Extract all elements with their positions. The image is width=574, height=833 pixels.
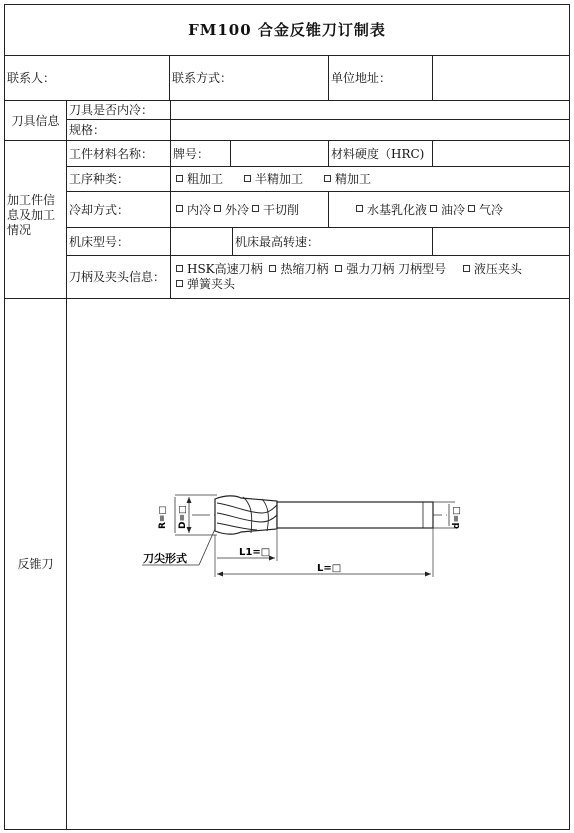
max-speed-label: 机床最高转速： bbox=[233, 228, 433, 256]
dim-L1-label: L1=□ bbox=[239, 547, 271, 558]
dim-d-label: d=□ bbox=[452, 506, 462, 529]
checkbox[interactable] bbox=[468, 205, 475, 212]
internal-cooling-label: 刀具是否内冷： bbox=[67, 101, 171, 120]
process-options bbox=[171, 167, 569, 192]
spec-field[interactable] bbox=[171, 120, 569, 141]
tip-form-label: 刀尖形式 bbox=[143, 552, 187, 565]
cooling-option-external: 外冷 bbox=[225, 202, 250, 217]
checkbox[interactable] bbox=[214, 205, 221, 212]
hardness-label: 材料硬度（HRC) bbox=[329, 141, 433, 167]
checkbox[interactable] bbox=[176, 265, 183, 272]
spec-label: 规格： bbox=[67, 120, 171, 141]
checkbox[interactable] bbox=[176, 175, 183, 182]
checkbox[interactable] bbox=[176, 205, 183, 212]
holder-option-collet: 弹簧夹头 bbox=[187, 277, 236, 291]
order-form bbox=[4, 4, 570, 830]
holder-option-shrink: 热缩刀柄 bbox=[280, 262, 329, 276]
process-option-semi-finish: 半精加工 bbox=[255, 172, 304, 186]
cooling-option-dry: 干切削 bbox=[263, 202, 300, 217]
process-label: 工序种类： bbox=[67, 167, 171, 192]
machine-field[interactable] bbox=[171, 228, 233, 256]
form-title: FM100 合金反锥刀订制表 bbox=[5, 5, 569, 56]
holder-option-power: 强力刀柄 刀柄型号 bbox=[346, 262, 447, 276]
material-label: 工件材料名称： bbox=[67, 141, 171, 167]
drawing-area bbox=[67, 299, 569, 829]
cooling-options bbox=[171, 192, 329, 228]
contact-person-label[interactable]: 联系人： bbox=[5, 56, 170, 101]
checkbox[interactable] bbox=[430, 205, 437, 212]
process-option-rough: 粗加工 bbox=[187, 172, 224, 186]
grade-label: 牌号： bbox=[171, 141, 231, 167]
checkbox[interactable] bbox=[463, 265, 470, 272]
workpiece-section-label: 加工件信息及加工情况 bbox=[5, 141, 67, 299]
coolant-option-emulsion: 水基乳化液 bbox=[367, 202, 428, 217]
checkbox[interactable] bbox=[244, 175, 251, 182]
cooling-option-internal: 内冷 bbox=[187, 202, 212, 217]
max-speed-field[interactable] bbox=[433, 228, 569, 256]
checkbox[interactable] bbox=[269, 265, 276, 272]
coolant-options bbox=[329, 192, 569, 228]
checkbox[interactable] bbox=[252, 205, 259, 212]
dim-D-label: D=□ bbox=[178, 505, 188, 529]
checkbox[interactable] bbox=[335, 265, 342, 272]
checkbox[interactable] bbox=[356, 205, 363, 212]
end-mill-drawing bbox=[67, 299, 569, 829]
holder-option-hsk: HSK高速刀柄 bbox=[187, 262, 263, 276]
machine-label: 机床型号： bbox=[67, 228, 171, 256]
holder-option-hydraulic: 液压夹头 bbox=[473, 262, 522, 276]
address-label: 单位地址： bbox=[329, 56, 433, 101]
cooling-label: 冷却方式： bbox=[67, 192, 171, 228]
dim-L-label: L=□ bbox=[317, 563, 342, 574]
drawing-section-label: 反锥刀 bbox=[5, 299, 67, 829]
holder-options bbox=[171, 256, 569, 299]
tool-info-section-label: 刀具信息 bbox=[5, 101, 67, 141]
dim-R-label: R=□ bbox=[158, 506, 168, 529]
holder-label: 刀柄及夹头信息： bbox=[67, 256, 171, 299]
address-field[interactable] bbox=[433, 56, 569, 101]
coolant-option-oil: 油冷 bbox=[441, 202, 466, 217]
process-option-finish: 精加工 bbox=[335, 172, 372, 186]
hardness-field[interactable] bbox=[433, 141, 569, 167]
contact-method-label[interactable]: 联系方式： bbox=[170, 56, 329, 101]
grade-field[interactable] bbox=[231, 141, 329, 167]
internal-cooling-field[interactable] bbox=[171, 101, 569, 120]
checkbox[interactable] bbox=[176, 280, 183, 287]
coolant-option-air: 气冷 bbox=[479, 202, 504, 217]
shank bbox=[277, 502, 433, 528]
checkbox[interactable] bbox=[324, 175, 331, 182]
